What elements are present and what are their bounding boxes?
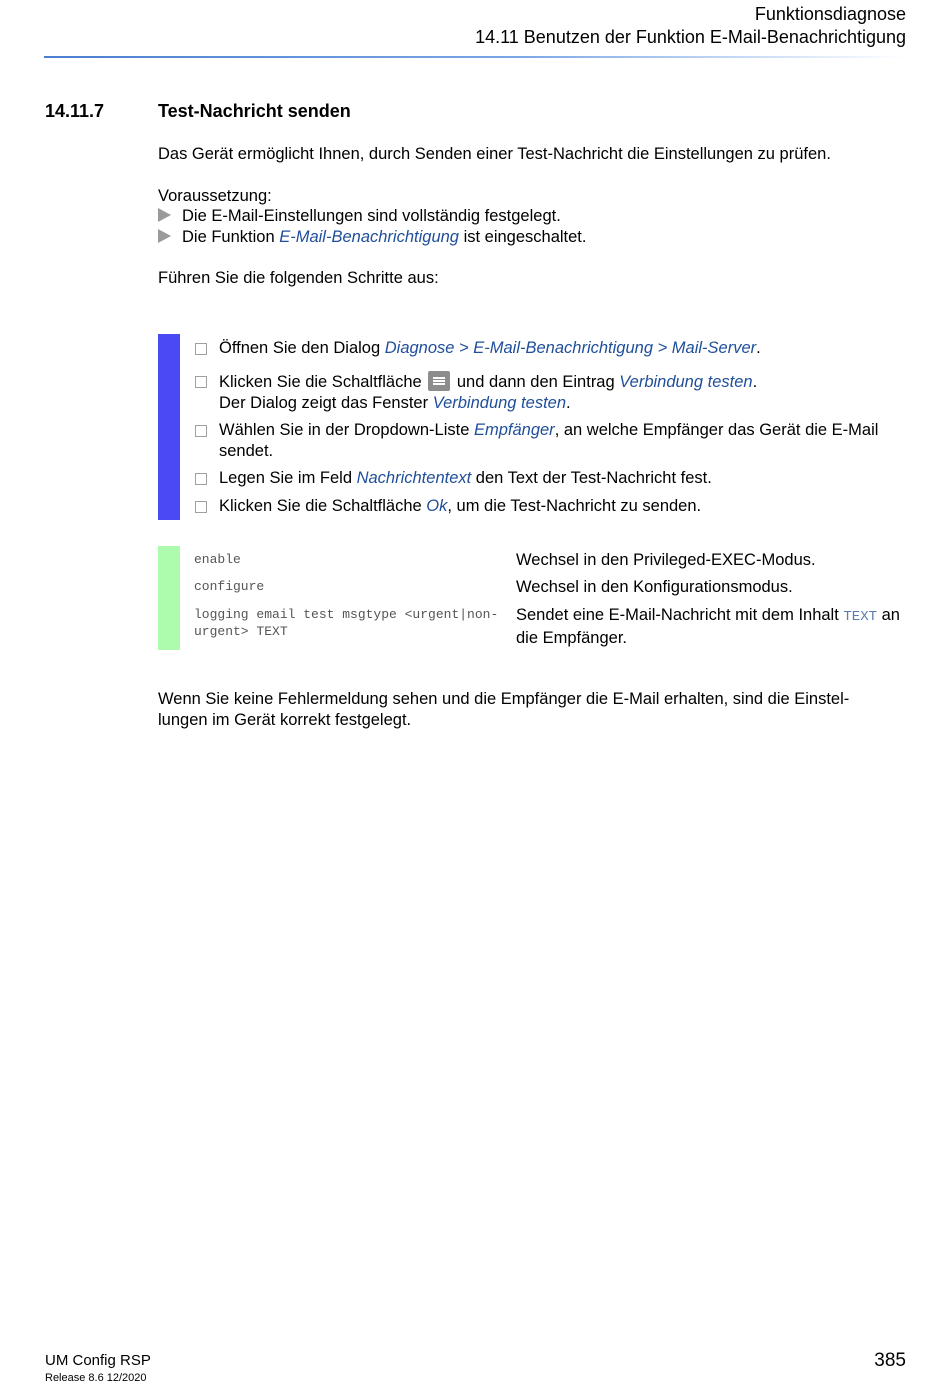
conclusion-text: lungen im Gerät korrekt festgelegt. <box>158 711 412 729</box>
step-text: Wählen Sie in der Dropdown-Liste <box>219 421 474 439</box>
field-link: Nachrichtentext <box>356 469 472 487</box>
button-link: Ok <box>426 497 448 515</box>
footer-doc-title: UM Config RSP <box>45 1352 151 1369</box>
bullet-triangle-icon <box>158 229 171 243</box>
checkbox-icon <box>195 501 207 513</box>
dropdown-link: Empfänger <box>473 421 555 439</box>
entry-link: Verbindung testen <box>619 373 753 391</box>
footer-release: Release 8.6 12/2020 <box>45 1372 147 1384</box>
checkbox-icon <box>195 343 207 355</box>
step-text: Der Dialog zeigt das Fenster <box>219 394 433 412</box>
step-item <box>195 338 905 359</box>
function-link: E-Mail-Benachrichtigung <box>279 228 459 246</box>
checkbox-icon <box>195 376 207 388</box>
conclusion-text: Wenn Sie keine Fehlermeldung sehen und die Empfänger die E-Mail erhalten, sind die Einstel- <box>158 690 850 708</box>
cli-steps-bar <box>158 546 180 650</box>
bullet-triangle-icon <box>158 208 171 222</box>
cli-description <box>516 605 911 649</box>
step-text: den Text der Test-Nachricht fest. <box>471 469 712 487</box>
prereq-heading: Voraussetzung: <box>158 187 272 205</box>
prereq-item-text: ist eingeschaltet. <box>458 228 587 246</box>
step-item <box>195 420 905 462</box>
window-link: Verbindung testen <box>432 394 567 412</box>
steps-intro: Führen Sie die folgenden Schritte aus: <box>158 269 439 287</box>
step-text: , um die Test-Nachricht zu senden. <box>447 497 702 515</box>
cli-command: enable <box>194 552 241 567</box>
prereq-item <box>158 228 586 247</box>
intro-text: Das Gerät ermöglicht Ihnen, durch Senden einer Test-Nachricht die Einstellungen zu prüfen. <box>158 145 831 163</box>
step-text: Klicken Sie die Schaltfläche <box>219 373 427 391</box>
step-text: und dann den Eintrag <box>452 373 620 391</box>
cli-description-text: an die Empfänger. <box>516 606 900 647</box>
cli-description-text: Sendet eine E-Mail-Nachricht mit dem Inhalt <box>516 606 844 624</box>
step-item <box>195 468 905 489</box>
dialog-path-link: Diagnose > E-Mail-Benachrichtigung > Mail-Server <box>384 339 757 357</box>
prereq-item <box>158 207 561 226</box>
gui-steps-bar <box>158 334 180 520</box>
step-text: . <box>752 373 758 391</box>
section-title: Test-Nachricht senden <box>158 101 351 121</box>
section-number: 14.11.7 <box>45 101 105 121</box>
step-text: Öffnen Sie den Dialog <box>219 339 385 357</box>
step-text: Klicken Sie die Schaltfläche <box>219 497 427 515</box>
cli-command: logging email test msgtype <urgent|non-urgent> TEXT <box>194 607 499 639</box>
step-item <box>195 496 905 517</box>
prereq-item-text: Die Funktion <box>182 228 280 246</box>
cli-description: Wechsel in den Privileged-EXEC-Modus. <box>516 551 816 569</box>
header-chapter: Funktionsdiagnose <box>754 4 906 24</box>
step-text: . <box>756 339 761 357</box>
checkbox-icon <box>195 473 207 485</box>
step-text: , an welche Empfänger das Gerät die E-Mail sendet. <box>219 421 879 460</box>
step-text: . <box>566 394 571 412</box>
checkbox-icon <box>195 425 207 437</box>
cli-parameter: TEXT <box>843 609 877 625</box>
cli-description: Wechsel in den Konfigurationsmodus. <box>516 578 793 596</box>
menu-button-icon <box>428 371 450 391</box>
prereq-item-text: Die E-Mail-Einstellungen sind vollständig festgelegt. <box>182 207 561 225</box>
header-section: 14.11 Benutzen der Funktion E-Mail-Benachrichtigung <box>475 27 906 47</box>
cli-command: configure <box>194 579 265 594</box>
page-number: 385 <box>874 1350 906 1371</box>
step-text: Legen Sie im Feld <box>219 469 357 487</box>
step-item <box>195 371 905 413</box>
header-rule <box>44 56 906 58</box>
